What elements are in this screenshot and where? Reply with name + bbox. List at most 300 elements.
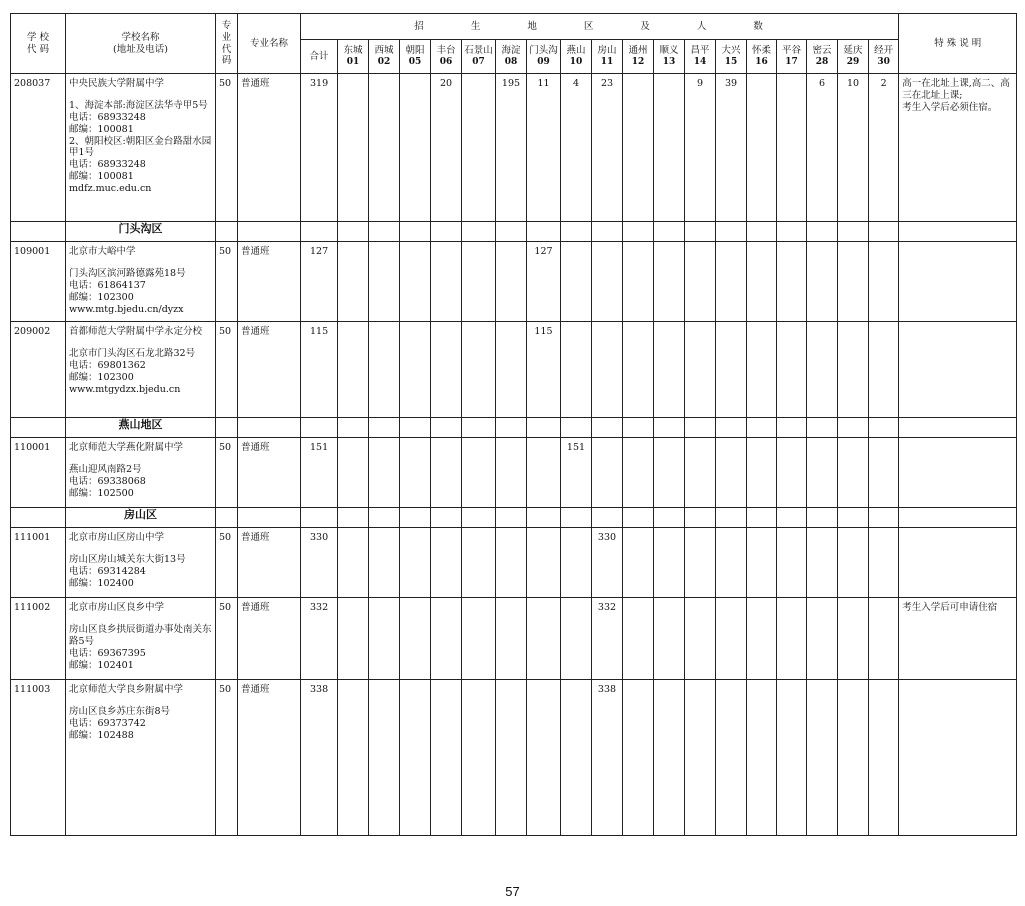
region-count-05: [400, 242, 431, 322]
school-row: [11, 598, 1017, 680]
region-count-29: [838, 242, 869, 322]
school-name: 北京市大峪中学: [69, 246, 136, 257]
region-count-01: [338, 322, 369, 418]
district-empty-cell: [899, 418, 1017, 438]
region-count-06: [431, 598, 462, 680]
district-row: [11, 222, 1017, 242]
district-empty-cell: [527, 418, 561, 438]
total-count: 151: [301, 438, 338, 508]
region-name: 丰台: [436, 44, 456, 56]
school-row: [11, 680, 1017, 836]
district-empty-cell: [838, 508, 869, 528]
region-count-16: [747, 74, 777, 222]
district-empty-cell: [369, 508, 400, 528]
region-count-09: [527, 598, 561, 680]
address-line: 邮编：102488: [69, 729, 134, 741]
region-count-16: [747, 680, 777, 836]
region-count-12: [623, 598, 654, 680]
district-empty-cell: [338, 418, 369, 438]
district-empty-cell: [685, 418, 716, 438]
district-empty-cell: [301, 418, 338, 438]
region-name: 房山: [597, 44, 617, 56]
region-count-07: [462, 322, 496, 418]
region-name: 怀柔: [751, 44, 771, 56]
school-name: 首都师范大学附属中学永定分校: [69, 326, 203, 337]
special-notes: 高一在北址上课,高二、高三在北址上课; 考生入学后必须住宿。: [899, 74, 1017, 222]
region-name: 西城: [374, 44, 394, 56]
school-name: 北京师范大学良乡附属中学: [69, 684, 184, 695]
region-count-13: [654, 242, 685, 322]
total-count: 332: [301, 598, 338, 680]
region-count-10: [561, 322, 592, 418]
district-empty-cell: [216, 508, 238, 528]
region-header-28: [807, 40, 838, 74]
region-count-05: [400, 74, 431, 222]
district-empty-cell: [238, 418, 301, 438]
region-count-12: [623, 242, 654, 322]
region-count-06: [431, 680, 462, 836]
district-empty-cell: [238, 222, 301, 242]
header-school-name: [66, 14, 216, 74]
school-address: [69, 348, 212, 396]
district-empty-cell: [496, 222, 527, 242]
address-line: 电话：61864137: [69, 279, 146, 291]
district-empty-cell: [777, 222, 807, 242]
district-empty-cell: [838, 222, 869, 242]
district-empty-cell: [685, 508, 716, 528]
region-header-07: [462, 40, 496, 74]
address-line: 房山区良乡拱辰街道办事处南关东路5号: [69, 623, 212, 647]
region-count-11: [592, 322, 623, 418]
district-empty-cell: [496, 508, 527, 528]
region-code: 09: [537, 56, 550, 67]
district-empty-cell: [496, 418, 527, 438]
region-count-15: [716, 680, 747, 836]
region-count-29: [838, 680, 869, 836]
region-count-07: [462, 242, 496, 322]
region-name: 东城: [343, 44, 363, 56]
region-header-08: [496, 40, 527, 74]
region-count-29: [838, 528, 869, 598]
special-notes: [899, 528, 1017, 598]
address-line: 邮编：102400: [69, 577, 134, 589]
region-count-08: [496, 438, 527, 508]
school-info-cell: [66, 242, 216, 322]
major-code: 50: [216, 74, 238, 222]
school-code: 111003: [11, 680, 66, 836]
district-empty-cell: [807, 222, 838, 242]
region-count-17: [777, 74, 807, 222]
district-empty-cell: [216, 222, 238, 242]
district-empty-cell: [462, 222, 496, 242]
region-count-28: [807, 598, 838, 680]
address-line: 房山区良乡苏庄东街8号: [69, 705, 171, 717]
region-count-06: [431, 528, 462, 598]
region-header-12: [623, 40, 654, 74]
region-count-02: [369, 74, 400, 222]
region-name: 延庆: [843, 44, 863, 56]
school-row: [11, 242, 1017, 322]
district-name: 门头沟区: [66, 222, 216, 242]
region-count-07: [462, 680, 496, 836]
district-empty-cell: [777, 508, 807, 528]
region-count-15: [716, 598, 747, 680]
district-empty-cell: [807, 508, 838, 528]
region-count-10: [561, 680, 592, 836]
special-notes: [899, 322, 1017, 418]
school-row: [11, 74, 1017, 222]
region-header-15: [716, 40, 747, 74]
region-count-14: [685, 438, 716, 508]
district-empty-cell: [592, 222, 623, 242]
region-header-29: [838, 40, 869, 74]
school-code: 109001: [11, 242, 66, 322]
region-count-12: [623, 74, 654, 222]
region-count-05: [400, 598, 431, 680]
district-empty-cell: [431, 222, 462, 242]
district-empty-cell: [777, 418, 807, 438]
region-code: 07: [472, 56, 485, 67]
address-line: 房山区房山城关东大街13号: [69, 553, 186, 565]
region-count-02: [369, 322, 400, 418]
region-count-02: [369, 242, 400, 322]
region-count-11: 330: [592, 528, 623, 598]
region-count-28: [807, 528, 838, 598]
district-row: [11, 418, 1017, 438]
region-count-16: [747, 242, 777, 322]
district-empty-cell: [716, 222, 747, 242]
region-header-02: [369, 40, 400, 74]
region-header-13: [654, 40, 685, 74]
district-code-cell: [11, 418, 66, 438]
region-code: 15: [724, 56, 738, 67]
region-count-30: [869, 438, 899, 508]
district-empty-cell: [747, 222, 777, 242]
region-count-15: [716, 242, 747, 322]
district-name: 燕山地区: [66, 418, 216, 438]
district-empty-cell: [747, 508, 777, 528]
region-count-11: 332: [592, 598, 623, 680]
district-empty-cell: [747, 418, 777, 438]
region-count-12: [623, 438, 654, 508]
total-count: 319: [301, 74, 338, 222]
region-count-13: [654, 598, 685, 680]
major-name: 普通班: [238, 438, 301, 508]
school-name: 北京师范大学燕化附属中学: [69, 442, 184, 453]
region-count-14: [685, 242, 716, 322]
major-name: 普通班: [238, 74, 301, 222]
school-name: 中央民族大学附属中学: [69, 78, 165, 89]
district-empty-cell: [527, 222, 561, 242]
address-line: 电话：69314284: [69, 565, 146, 577]
school-code: 111001: [11, 528, 66, 598]
region-count-12: [623, 528, 654, 598]
region-count-16: [747, 528, 777, 598]
school-row: [11, 322, 1017, 418]
region-count-07: [462, 74, 496, 222]
district-empty-cell: [301, 222, 338, 242]
district-empty-cell: [338, 508, 369, 528]
region-count-09: 115: [527, 322, 561, 418]
district-empty-cell: [592, 508, 623, 528]
region-count-28: [807, 242, 838, 322]
region-count-29: [838, 438, 869, 508]
school-row: [11, 528, 1017, 598]
school-code: 110001: [11, 438, 66, 508]
region-count-17: [777, 322, 807, 418]
district-empty-cell: [400, 418, 431, 438]
district-empty-cell: [654, 222, 685, 242]
school-code: 111002: [11, 598, 66, 680]
region-count-05: [400, 322, 431, 418]
major-code: 50: [216, 322, 238, 418]
region-count-09: 127: [527, 242, 561, 322]
region-count-14: [685, 322, 716, 418]
region-count-08: [496, 242, 527, 322]
region-code: 28: [815, 56, 829, 67]
table-body: [11, 74, 1017, 836]
region-name: 海淀: [501, 44, 521, 56]
header-major-name: 专业名称: [238, 14, 301, 74]
region-code: 05: [408, 56, 422, 67]
region-count-30: [869, 598, 899, 680]
district-empty-cell: [462, 418, 496, 438]
school-code: 209002: [11, 322, 66, 418]
address-line: 2、朝阳校区:朝阳区金台路甜水园甲1号: [69, 135, 212, 159]
region-header-17: [777, 40, 807, 74]
region-count-17: [777, 598, 807, 680]
region-name: 门头沟: [529, 44, 558, 56]
region-count-17: [777, 680, 807, 836]
special-notes: [899, 680, 1017, 836]
header-school-code-line1: 学 校: [26, 31, 50, 43]
region-name: 昌平: [690, 44, 710, 56]
region-count-08: 195: [496, 74, 527, 222]
region-count-16: [747, 598, 777, 680]
header-region-title: [301, 14, 899, 40]
school-name: 北京市房山区房山中学: [69, 532, 165, 543]
region-count-11: 338: [592, 680, 623, 836]
region-count-13: [654, 322, 685, 418]
region-count-16: [747, 438, 777, 508]
region-count-28: 6: [807, 74, 838, 222]
region-header-14: [685, 40, 716, 74]
region-count-28: [807, 322, 838, 418]
region-header-05: [400, 40, 431, 74]
region-count-13: [654, 528, 685, 598]
district-code-cell: [11, 222, 66, 242]
school-info-cell: [66, 322, 216, 418]
region-code: 08: [504, 56, 518, 67]
region-count-02: [369, 438, 400, 508]
region-code: 12: [631, 56, 645, 67]
region-count-14: [685, 528, 716, 598]
header-school-name-line2: (地址及电话): [113, 43, 168, 55]
special-notes: [899, 438, 1017, 508]
district-empty-cell: [462, 508, 496, 528]
region-count-05: [400, 528, 431, 598]
region-count-10: 4: [561, 74, 592, 222]
address-line: 电话：69338068: [69, 475, 146, 487]
special-notes: 考生入学后可申请住宿: [899, 598, 1017, 680]
region-count-06: [431, 438, 462, 508]
region-count-08: [496, 598, 527, 680]
region-count-13: [654, 74, 685, 222]
school-address: [69, 100, 212, 195]
page-number: 57: [505, 884, 520, 899]
total-count: 115: [301, 322, 338, 418]
region-count-10: [561, 242, 592, 322]
region-header-30: [869, 40, 899, 74]
district-empty-cell: [869, 418, 899, 438]
region-count-11: 23: [592, 74, 623, 222]
region-count-02: [369, 680, 400, 836]
address-line: 门头沟区滨河路德露苑18号: [69, 267, 186, 279]
region-code: 11: [600, 56, 614, 67]
region-name: 顺义: [659, 44, 679, 56]
region-count-17: [777, 438, 807, 508]
district-empty-cell: [369, 418, 400, 438]
region-count-14: [685, 680, 716, 836]
school-info-cell: [66, 438, 216, 508]
enrollment-table: [10, 13, 1017, 836]
school-row: [11, 438, 1017, 508]
total-count: 330: [301, 528, 338, 598]
region-count-01: [338, 438, 369, 508]
district-row: [11, 508, 1017, 528]
region-count-01: [338, 528, 369, 598]
region-count-29: 10: [838, 74, 869, 222]
region-code: 29: [846, 56, 860, 67]
region-count-09: [527, 680, 561, 836]
district-empty-cell: [838, 418, 869, 438]
district-empty-cell: [623, 222, 654, 242]
region-count-05: [400, 438, 431, 508]
district-empty-cell: [338, 222, 369, 242]
region-count-10: 151: [561, 438, 592, 508]
table-header: [11, 14, 1017, 74]
region-count-10: [561, 598, 592, 680]
district-empty-cell: [527, 508, 561, 528]
region-count-02: [369, 528, 400, 598]
region-name: 通州: [628, 44, 648, 56]
total-count: 338: [301, 680, 338, 836]
major-code: 50: [216, 438, 238, 508]
district-empty-cell: [561, 508, 592, 528]
region-count-29: [838, 598, 869, 680]
address-line: 1、海淀本部:海淀区法华寺甲5号: [69, 99, 208, 111]
district-empty-cell: [623, 508, 654, 528]
address-line: mdfz.muc.edu.cn: [69, 183, 152, 194]
address-line: 邮编：102300: [69, 371, 134, 383]
region-name: 平谷: [781, 44, 801, 56]
address-line: 电话：68933248: [69, 159, 146, 171]
region-code: 14: [693, 56, 707, 67]
region-count-30: [869, 322, 899, 418]
district-empty-cell: [869, 508, 899, 528]
region-count-29: [838, 322, 869, 418]
major-code: 50: [216, 242, 238, 322]
school-address: [69, 464, 212, 500]
region-count-13: [654, 680, 685, 836]
region-count-10: [561, 528, 592, 598]
region-code: 02: [377, 56, 391, 67]
region-header-11: [592, 40, 623, 74]
address-line: 邮编：102401: [69, 659, 134, 671]
region-count-28: [807, 680, 838, 836]
district-empty-cell: [716, 418, 747, 438]
district-empty-cell: [431, 418, 462, 438]
district-empty-cell: [716, 508, 747, 528]
region-name: 石景山: [464, 44, 493, 56]
header-school-code: [11, 14, 66, 74]
region-header-16: [747, 40, 777, 74]
major-code: 50: [216, 598, 238, 680]
region-count-17: [777, 242, 807, 322]
region-code: 17: [785, 56, 798, 67]
header-school-name-line1: 学校名称: [121, 31, 160, 43]
address-line: 电话：69367395: [69, 647, 146, 659]
region-count-11: [592, 242, 623, 322]
region-count-08: [496, 680, 527, 836]
school-address: [69, 268, 212, 316]
region-count-01: [338, 242, 369, 322]
major-code: 50: [216, 528, 238, 598]
school-info-cell: [66, 598, 216, 680]
address-line: www.mtg.bjedu.cn/dyzx: [69, 303, 184, 315]
region-count-15: [716, 528, 747, 598]
district-empty-cell: [623, 418, 654, 438]
district-empty-cell: [685, 222, 716, 242]
district-empty-cell: [216, 418, 238, 438]
region-count-07: [462, 528, 496, 598]
major-name: 普通班: [238, 242, 301, 322]
region-count-01: [338, 74, 369, 222]
school-code: 208037: [11, 74, 66, 222]
district-empty-cell: [654, 418, 685, 438]
district-empty-cell: [592, 418, 623, 438]
district-empty-cell: [238, 508, 301, 528]
total-count: 127: [301, 242, 338, 322]
school-info-cell: [66, 680, 216, 836]
address-line: 燕山迎风南路2号: [69, 463, 142, 475]
region-count-14: [685, 598, 716, 680]
region-name: 经开: [874, 44, 894, 56]
school-address: [69, 554, 212, 590]
address-line: 电话：69373742: [69, 717, 146, 729]
region-count-13: [654, 438, 685, 508]
header-region-title-text: 招 生 地 区 及 人 数: [414, 20, 785, 32]
region-code: 13: [662, 56, 676, 67]
school-info-cell: [66, 528, 216, 598]
major-name: 普通班: [238, 322, 301, 418]
region-header-01: [338, 40, 369, 74]
region-code: 01: [346, 56, 360, 67]
address-line: 邮编：100081: [69, 171, 134, 183]
region-name: 大兴: [721, 44, 741, 56]
address-line: 邮编：102300: [69, 291, 134, 303]
region-count-02: [369, 598, 400, 680]
header-total: 合计: [301, 40, 338, 74]
region-name: 密云: [812, 44, 832, 56]
address-line: 北京市门头沟区石龙北路32号: [69, 347, 196, 359]
district-empty-cell: [869, 222, 899, 242]
region-count-09: [527, 438, 561, 508]
region-code: 16: [755, 56, 768, 67]
region-count-01: [338, 598, 369, 680]
region-count-30: [869, 528, 899, 598]
region-count-06: 20: [431, 74, 462, 222]
